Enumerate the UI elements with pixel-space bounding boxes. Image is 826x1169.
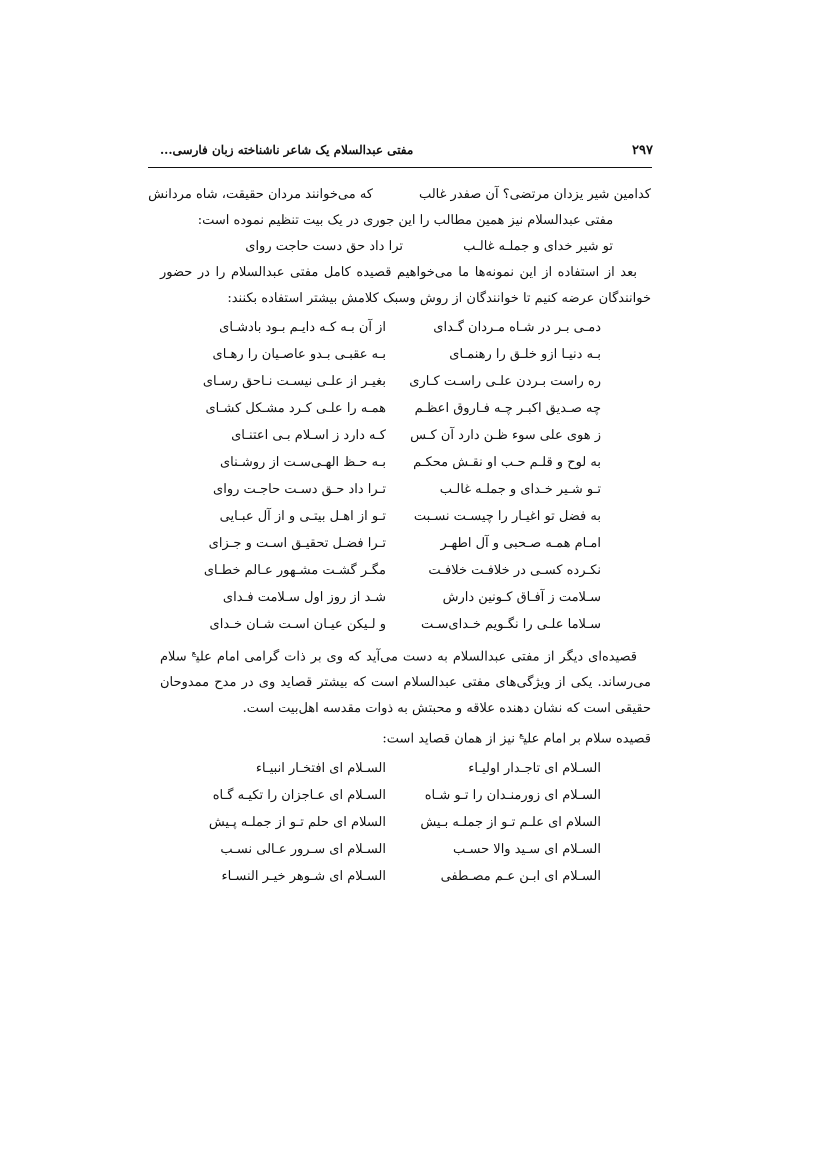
paragraph [160, 640, 651, 722]
hemistich-second: همـه را علـی کـرد مشـکل کشـای [205, 401, 386, 416]
hemistich-second: و لـیکن عیـان اسـت شـان خـدای [209, 617, 386, 632]
running-header: مفتی عبدالسلام یک شاعر ناشناخته زبان فارسی... [160, 143, 414, 157]
poem-verse [160, 341, 651, 368]
poem-verse [160, 557, 651, 584]
hemistich-first: کدامین شیر یزدان مرتضی؟ آن صفدر غالب [418, 187, 651, 202]
hemistich-first: سـلامت ز آفـاق کـونین دارش [442, 590, 601, 605]
hemistich-first: تـو شـیر خـدای و جملـه غالـب [439, 482, 601, 497]
poem-verse [160, 476, 651, 503]
poem-verse [160, 809, 651, 836]
hemistich-second: السـلام ای عـاجزان را تکیـه گـاه [212, 787, 386, 803]
hemistich-second: السلام ای حلم تـو از جملـه پـیش [208, 814, 386, 830]
hemistich-second: مگـر گشـت مشـهور عـالم خطـای [203, 563, 386, 578]
poem-verse [160, 314, 651, 341]
paragraph-text: نیز از همان قصاید است: [382, 731, 520, 747]
hemistich-second: بـه حـظ الهـی‌سـت از روشـنای [220, 455, 386, 470]
hemistich-second: السـلام ای شـوهر خیـر النسـاء [221, 868, 386, 884]
poem-qasida-1 [160, 314, 651, 638]
honorific-superscript: ع [519, 730, 524, 740]
hemistich-first: چه صـدیق اکبـر چـه فـاروق اعظـم [414, 401, 601, 416]
poem-verse [160, 395, 651, 422]
hemistich-second: از آن بـه کـه دایـم بـود بادشـای [219, 320, 386, 335]
hemistich-second: السـلام ای افتخـار انبیـاء [255, 760, 386, 776]
paragraph: مفتی عبدالسلام نیز همین مطالب را این جوری در یک بیت تنظیم نموده است: [197, 213, 614, 228]
poem-verse [160, 755, 651, 782]
hemistich-second: بغیـر از علـی نیسـت نـاحق رسـای [202, 374, 386, 389]
hemistich-first: بـه دنیـا ازو خلـق را رهنمـای [449, 347, 601, 362]
hemistich-first: السلام ای علـم تـو از جملـه بـیش [420, 814, 601, 830]
hemistich-second: بـه عقبـی بـدو عاصـیان را رهـای [212, 347, 386, 362]
paragraph: بعد از استفاده از این نمونه‌ها ما می‌خواهیم قصیده کامل مفتی عبدالسلام را در حضور خوانندگان عرضه کنیم تا خوانندگان از روش وسبک کلامش بیشتر استفاده بکنند: [160, 265, 651, 306]
poem-verse [160, 584, 651, 611]
hemistich-first: السـلام ای ابـن عـم مصـطفی [440, 868, 601, 884]
hemistich-second: ترا داد حق دست حاجت روای [245, 239, 403, 254]
poem-verse [160, 530, 651, 557]
hemistich-first: به لوح و قلـم حـب او نقـش محکـم [413, 455, 601, 470]
hemistich-first: السـلام ای زورمنـدان را تـو شـاه [424, 787, 601, 803]
header-rule [148, 167, 652, 168]
hemistich-first: دمـی بـر در شـاه مـردان گـدای [433, 320, 601, 335]
hemistich-first: امـام همـه صـحبی و آل اطهـر [440, 536, 601, 551]
couplet [160, 234, 651, 260]
paragraph [160, 722, 651, 752]
hemistich-second: شـد از روز اول سـلامت فـدای [222, 590, 386, 605]
hemistich-first: السـلام ای تاجـدار اولیـاء [468, 760, 601, 776]
hemistich-first: ره راست بـردن علـی راسـت کـاری [409, 374, 601, 389]
poem-qasida-2 [160, 755, 651, 890]
hemistich-second: کـه دارد ز اسـلام بـی اعتنـای [231, 428, 386, 443]
page-body [148, 182, 651, 892]
hemistich-first: سـلاما علـی را نگـویم خـدای‌سـت [420, 617, 601, 632]
poem-verse [160, 611, 651, 638]
hemistich-first: ز هوی علی سوء ظـن دارد آن کـس [410, 428, 601, 443]
hemistich-second: تـرا فضـل تحقیـق اسـت و جـزای [208, 536, 386, 551]
hemistich-first: السـلام ای سـید والا حسـب [452, 841, 601, 857]
hemistich-second: تـو از اهـل بیتـی و از آل عبـایی [219, 509, 386, 524]
poem-verse [160, 503, 651, 530]
poem-verse [160, 449, 651, 476]
couplet [148, 182, 651, 208]
poem-verse [160, 422, 651, 449]
hemistich-first: نکـرده کسـی در خلافـت خلافـت [428, 563, 601, 578]
hemistich-first: به فضل تو اغیـار را چیسـت نسـبت [413, 509, 601, 524]
hemistich-second: تـرا داد حـق دسـت حاجـت روای [213, 482, 386, 497]
poem-verse [160, 836, 651, 863]
hemistich-second: که می‌خوانند مردان حقیقت، شاه مردانش [148, 187, 373, 202]
poem-verse [160, 863, 651, 890]
paragraph-text: قصیده سلام بر امام علی [523, 731, 651, 747]
poem-verse [160, 368, 651, 395]
hemistich-second: السـلام ای سـرور عـالی نسـب [220, 841, 386, 857]
paragraph-text: قصیده‌ای دیگر از مفتی عبدالسلام به دست می‌آید که وی بر ذات گرامی امام علی [195, 649, 637, 665]
poem-verse [160, 782, 651, 809]
page-number: ۲۹۷ [632, 143, 653, 158]
paragraph-text: سلام می‌رساند. یکی از ویژگی‌های مفتی عبدالسلام است که بیشتر قصاید وی در مدح ممدوحان حقیقی است که نشان دهنده علاقه و محبتش به ذوات مقدسه اهل‌بیت است. [160, 649, 651, 717]
hemistich-first: تو شیر خدای و جملـه غالـب [463, 239, 613, 254]
honorific-superscript: ع [191, 648, 196, 657]
